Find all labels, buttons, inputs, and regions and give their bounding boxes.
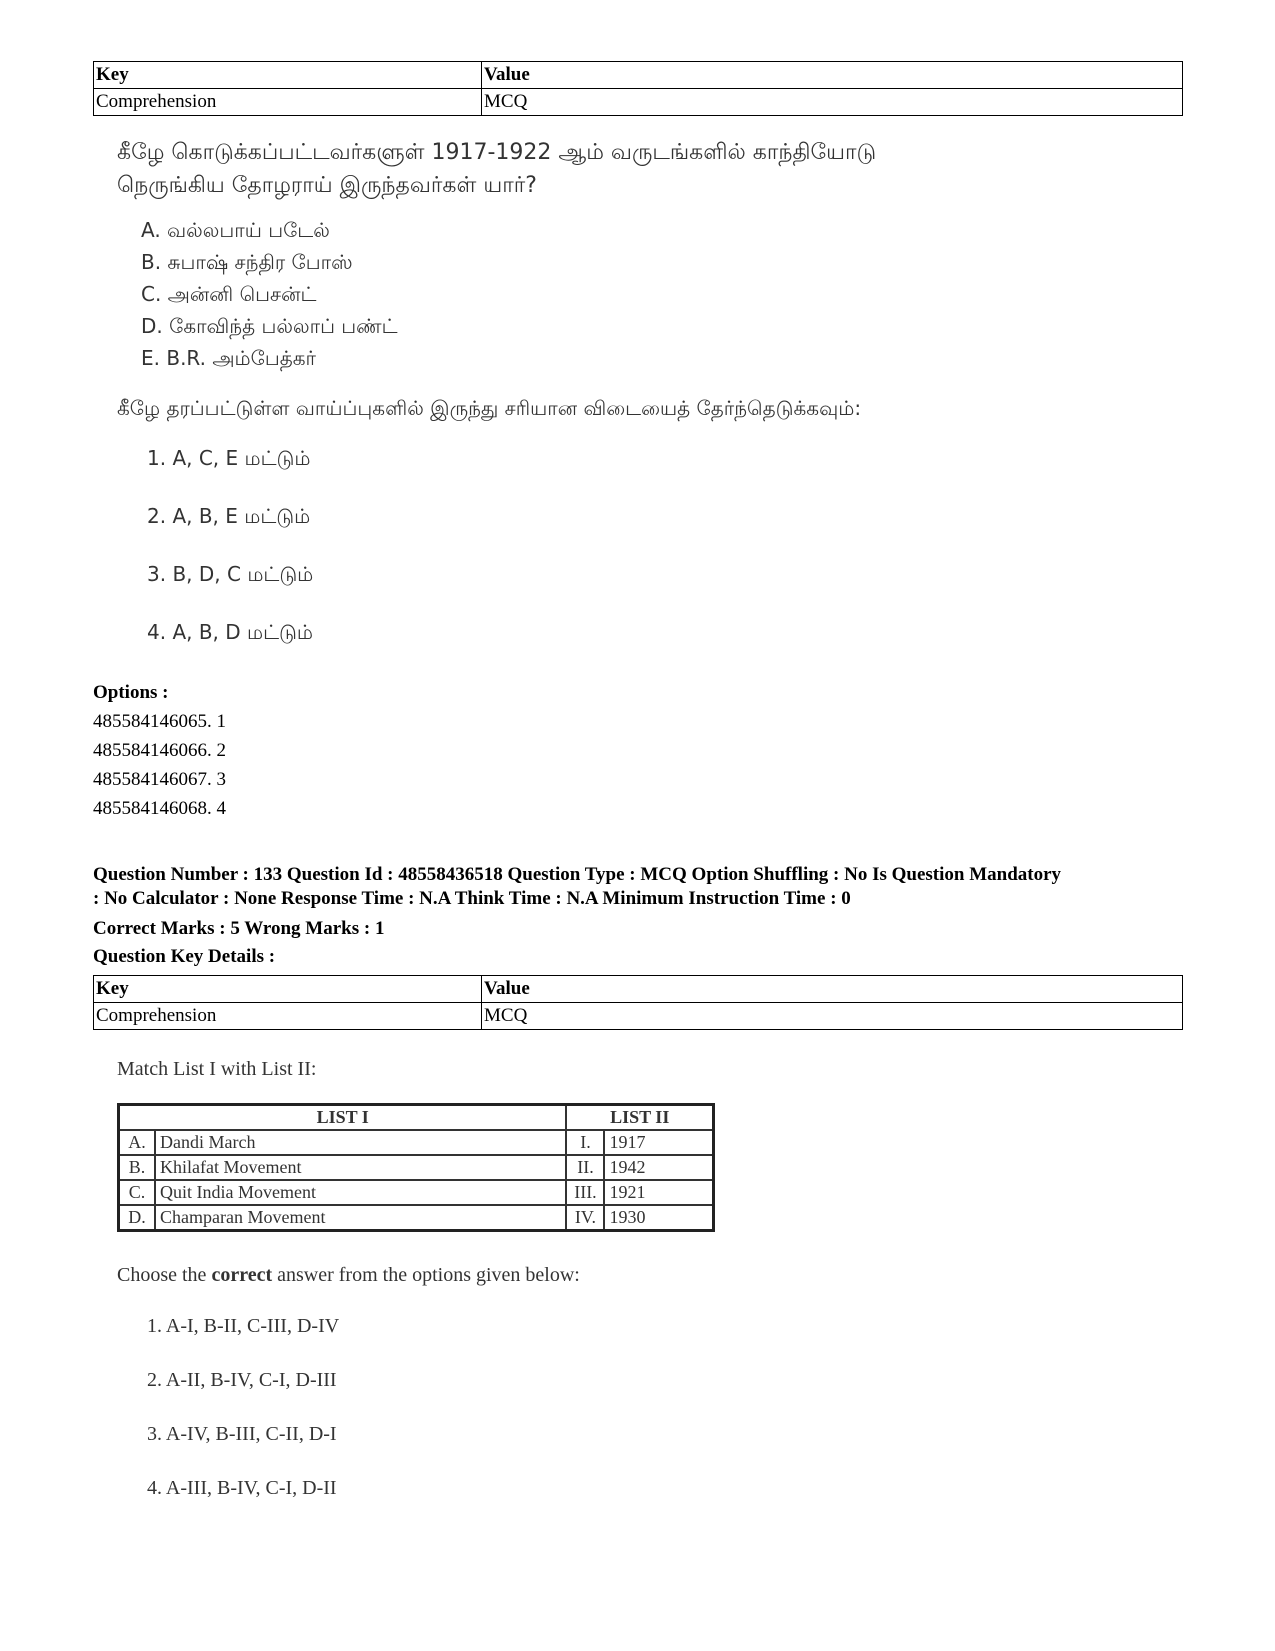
metadata-line-2: : No Calculator : None Response Time : N.A Think Time : N.A Minimum Instruction Time : 0 [93, 888, 851, 909]
question-stem: Match List I with List II: [117, 1058, 317, 1080]
list-2-header: LIST II [566, 1105, 713, 1131]
question-image-tamil [117, 136, 1183, 665]
instruction-text: answer from the options given below: [272, 1264, 580, 1286]
key-header: Key [94, 976, 482, 1003]
question-stem [117, 136, 1183, 202]
answer-choice: 2. A, B, E மட்டும் [147, 504, 311, 528]
list-2-numeral: III. [566, 1180, 604, 1205]
metadata-line-1: Question Number : 133 Question Id : 48558436518 Question Type : MCQ Option Shuffling : No Is Question Mandatory [93, 864, 1062, 885]
answer-choices [147, 433, 1183, 665]
key-cell: Comprehension [94, 1003, 482, 1030]
document-page [93, 61, 1183, 1527]
answer-choice: 2. A-II, B-IV, C-I, D-III [147, 1369, 337, 1391]
stem-line-1: கீழே கொடுக்கப்பட்டவர்களுள் 1917-1922 ஆம் வருடங்களில் காந்தியோடு [117, 140, 877, 165]
stem-line-2: நெருங்கிய தோழராய் இருந்தவர்கள் யார்? [117, 173, 537, 198]
list-2-year: 1930 [604, 1205, 713, 1231]
list-2-numeral: IV. [566, 1205, 604, 1231]
key-cell: Comprehension [94, 89, 482, 116]
list-1-item: Khilafat Movement [155, 1155, 566, 1180]
list-2-numeral: I. [566, 1130, 604, 1155]
answer-choices [147, 1311, 1183, 1527]
match-row [119, 1130, 714, 1155]
list-1-item: Quit India Movement [155, 1180, 566, 1205]
value-header: Value [482, 62, 1183, 89]
question-instruction [117, 1264, 1183, 1287]
statement-item: D. கோவிந்த் பல்லாப் பண்ட் [141, 314, 398, 338]
value-cell: MCQ [482, 89, 1183, 116]
table-header-row [94, 62, 1183, 89]
statement-item: C. அன்னி பெசன்ட் [141, 282, 317, 306]
option-id-line: 485584146066. 2 [93, 740, 226, 761]
question-key-table [93, 975, 1183, 1030]
list-2-year: 1921 [604, 1180, 713, 1205]
match-row [119, 1180, 714, 1205]
option-id-line: 485584146065. 1 [93, 711, 226, 732]
list-2-year: 1917 [604, 1130, 713, 1155]
answer-choice: 3. B, D, C மட்டும் [147, 562, 314, 586]
answer-choice: 1. A-I, B-II, C-III, D-IV [147, 1315, 340, 1337]
match-row [119, 1155, 714, 1180]
instruction-emphasis: correct [211, 1264, 273, 1286]
table-row [94, 1003, 1183, 1030]
options-heading: Options : [93, 682, 169, 703]
options-list [93, 707, 1183, 823]
answer-choice: 4. A, B, D மட்டும் [147, 620, 313, 644]
statement-list [141, 214, 1183, 374]
list-1-header: LIST I [119, 1105, 567, 1131]
answer-choice: 4. A-III, B-IV, C-I, D-II [147, 1477, 337, 1499]
match-list-table [117, 1103, 715, 1232]
statement-item: B. சுபாஷ் சந்திர போஸ் [141, 250, 353, 274]
list-1-letter: A. [119, 1130, 156, 1155]
value-cell: MCQ [482, 1003, 1183, 1030]
answer-choice: 1. A, C, E மட்டும் [147, 446, 311, 470]
list-1-letter: C. [119, 1180, 156, 1205]
list-2-year: 1942 [604, 1155, 713, 1180]
list-1-item: Dandi March [155, 1130, 566, 1155]
question-key-table [93, 61, 1183, 116]
question-metadata [93, 863, 1183, 911]
answer-choice: 3. A-IV, B-III, C-II, D-I [147, 1423, 337, 1445]
match-header-row [119, 1105, 714, 1131]
table-row [94, 89, 1183, 116]
list-1-letter: B. [119, 1155, 156, 1180]
list-1-letter: D. [119, 1205, 156, 1231]
list-2-numeral: II. [566, 1155, 604, 1180]
option-id-line: 485584146067. 3 [93, 769, 226, 790]
table-header-row [94, 976, 1183, 1003]
statement-item: A. வல்லபாய் படேல் [141, 218, 330, 242]
key-header: Key [94, 62, 482, 89]
statement-item: E. B.R. அம்பேத்கர் [141, 346, 316, 370]
option-id-line: 485584146068. 4 [93, 798, 226, 819]
list-1-item: Champaran Movement [155, 1205, 566, 1231]
key-details-heading: Question Key Details : [93, 946, 276, 967]
value-header: Value [482, 976, 1183, 1003]
match-row [119, 1205, 714, 1231]
marks-line: Correct Marks : 5 Wrong Marks : 1 [93, 918, 385, 939]
question-instruction: கீழே தரப்பட்டுள்ள வாய்ப்புகளில் இருந்து சரியான விடையைத் தேர்ந்தெடுக்கவும்: [117, 396, 862, 420]
question-image-match [117, 1058, 1183, 1527]
instruction-text: Choose the [117, 1264, 212, 1286]
